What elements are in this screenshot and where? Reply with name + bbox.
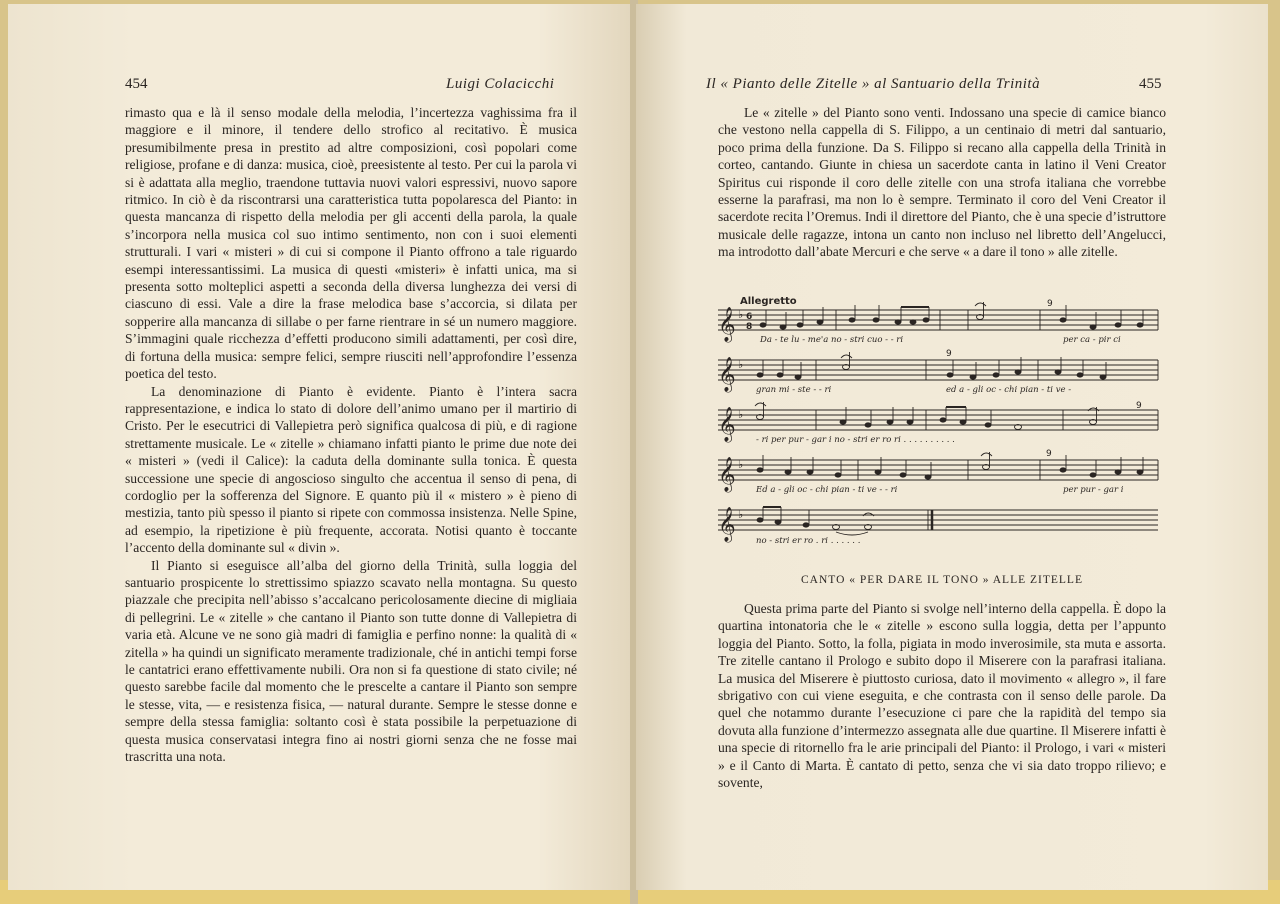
svg-text:𝄞: 𝄞 (718, 507, 736, 542)
left-page (8, 4, 632, 890)
lyric-line: per pur - gar i (1063, 485, 1124, 495)
svg-text:8: 8 (746, 322, 753, 332)
paragraph: La denominazione di Pianto è evidente. Pianto è l’intera sacra rappresentazione, e indica lo stato di dolore dell’animo umano per il martirio di Cristo. Per le esecutrici di Vallepietra però significa qualcosa di più, e di ragione strettamente musicale. Le « zitelle » chiamano infatti pianto le prime due note dei « misteri » (vedi il Calice): la caduta della dominante sulla tonica. È questa successione une specie di angoscioso singulto che accentua il senso di pena, di cordoglio per la sofferenza del Signore. E quanto più il « mistero » è pieno di mestizia, tanto più spesso il pianto si ripete con commossa insistenza. Nelle Spine, ad esempio, la ripetizione è più frequente, accorata. Notisi quanto è toccante l’accento della dominante sul « divin ». (125, 383, 577, 556)
music-caption: CANTO « PER DARE IL TONO » ALLE ZITELLE (801, 574, 1083, 586)
svg-text:𝄞: 𝄞 (718, 407, 736, 442)
svg-text:𝄞: 𝄞 (718, 457, 736, 492)
svg-text:♭: ♭ (738, 308, 744, 321)
left-text (125, 104, 577, 765)
lyric-line: gran mi - ste - - ri (756, 385, 832, 395)
svg-text:9: 9 (1047, 299, 1053, 309)
page-number-right: 455 (1139, 76, 1162, 92)
svg-text:♭: ♭ (738, 508, 744, 521)
svg-text:♭: ♭ (738, 358, 744, 371)
lyric-line: - ri per pur - gar i no - stri er ro ri . . . . . . . . . . (756, 435, 955, 445)
svg-text:𝄞: 𝄞 (718, 307, 736, 342)
running-head-right: Il « Pianto delle Zitelle » al Santuario della Trinità (706, 76, 1041, 92)
paragraph: rimasto qua e là il senso modale della melodia, l’incertezza vaghissima fra il maggiore e il minore, il tendere dello strofico al recitativo. È musica presumibilmente presa in prestito ad altre composizioni, così popolari come religiose, profane e di danza: musica, cioè, preesistente al testo. Per cui la parola vi si è adattata alla meglio, traendone tuttavia nuovi valori espressivi, nuovo sapore ritmico. In ciò è da riscontrarsi una caratteristica tutta popolaresca del Pianto: in questa mancanza di rispetto della melodia per gli accenti della parola, la quale s’incorpora nella musica col suo intimo sentimento, non con i suoi elementi strutturali. I vari « misteri » di cui si compone il Pianto offrono a tale riguardo esempi interessantissimi. La musica di questi «misteri» è infatti unica, ma si presenta sotto molteplici aspetti a seconda della diversa lunghezza dei versi di ciascuno di essi. Vale a dire la frase melodica base s’accorcia, si dilata per sopperire alla mancanza di sillabe o per farne rientrare in sé un numero maggiore. S’immagini quale ricchezza d’effetti producono simili adattamenti, per così dire, di fortuna della musica: sempre felici, sempre riusciti nell’approfondire l’essenza poetica del testo. (125, 105, 577, 382)
right-text-top (718, 104, 1166, 261)
lyric-line: Da - te lu - me'a no - stri cuo - - ri (760, 335, 904, 345)
svg-text:9: 9 (1136, 401, 1142, 411)
svg-text:♭: ♭ (738, 458, 744, 471)
svg-text:6: 6 (746, 312, 753, 322)
paragraph: Il Pianto si eseguisce all’alba del giorno della Trinità, sulla loggia del santuario prospicente lo strettissimo spiazzo scavato nella montagna. Su questo piazzale che precipita nell’abisso s’accalcano pericolosamente diecine di migliaia di pellegrini. Le « zitelle » che cantano il Pianto son tutte donne di Vallepietra di varia età. Alcune ve ne sono già madri di famiglia e perfino nonne: la qualità di « zitella » ha quindi un significato meramente tradizionale, ché in antichi tempi forse le cantatrici erano effettivamente nubili. Ora non si fa questione di stato civile; né questo sarebbe facile dal momento che le prescelte a cantare il Pianto son sempre le stesse, vita, — e resistenza fisica, — natural durante. Sempre le stesse donne e sempre della stessa famiglia: soltanto così è stata possibile la perpetuazione di questa musica conservatasi integra fino ai nostri giorni senza che ne fosse mai trascritta una nota. (125, 557, 577, 765)
right-text-bottom (718, 600, 1166, 791)
music-score (718, 296, 1166, 564)
lyric-line: Ed a - gli oc - chi pian - ti ve - - ri (756, 485, 898, 495)
paragraph: Questa prima parte del Pianto si svolge nell’interno della cappella. È dopo la quartina intonatoria che le « zitelle » escono sulla loggia, detta per l’appunto loggia del Pianto. Sotto, la folla, pigiata in modo inverosimile, sta muta e assorta. Tre zitelle cantano il Prologo e subito dopo il Miserere con la parafrasi italiana. La musica del Miserere è piuttosto curiosa, dato il movimento « allegro », il fare sbrigativo con cui viene eseguita, e che contrasta con il senso delle parole. Da quel che notammo durante l’esecuzione ci pare che la rapidità del tempo sia dovuta alla funzione d’intermezzo assegnata alle due quartine. Il Miserere infatti è una specie di ritornello fra le arie principali del Pianto: il Prologo, i vari « misteri » e il Canto di Marta. È cantato di petto, senza che vi sia dato troppo rilievo; e sovente, (718, 601, 1166, 791)
right-page (636, 4, 1268, 890)
paragraph: Le « zitelle » del Pianto sono venti. Indossano una specie di camice bianco che vestono nella cappella di S. Filippo, a un centinaio di metri dal santuario, poco prima della funzione. Da S. Filippo si recano alla cappella della Trinità in corteo, cantando. Giunte in chiesa un sacerdote canta in latino il Veni Creator Spiritus cui risponde il coro delle zitelle con una strofa italiana che vorrebbe esserne la parafrasi, ma non lo è sempre. Terminato il coro del Veni Creator il sacerdote recita l’Oremus. Indi il direttore del Pianto, che è una specie d’istruttore musicale delle ragazze, intona un canto non incluso nel libretto dell’Angelucci, ma introdotto dall’abate Mercuri e che serve « a dare il tono » alle zitelle. (718, 105, 1166, 260)
tempo-marking: Allegretto (740, 296, 797, 307)
svg-text:𝄞: 𝄞 (718, 357, 736, 392)
page-number-left: 454 (125, 76, 148, 92)
lyric-line: ed a - gli oc - chi pian - ti ve - (946, 385, 1072, 395)
running-head-left: Luigi Colacicchi (446, 76, 555, 92)
svg-text:9: 9 (1046, 449, 1052, 459)
lyric-line: no - stri er ro . ri . . . . . . (756, 536, 861, 546)
lyric-line: per ca - pir ci (1063, 335, 1121, 345)
svg-text:♭: ♭ (738, 408, 744, 421)
svg-text:9: 9 (946, 349, 952, 359)
